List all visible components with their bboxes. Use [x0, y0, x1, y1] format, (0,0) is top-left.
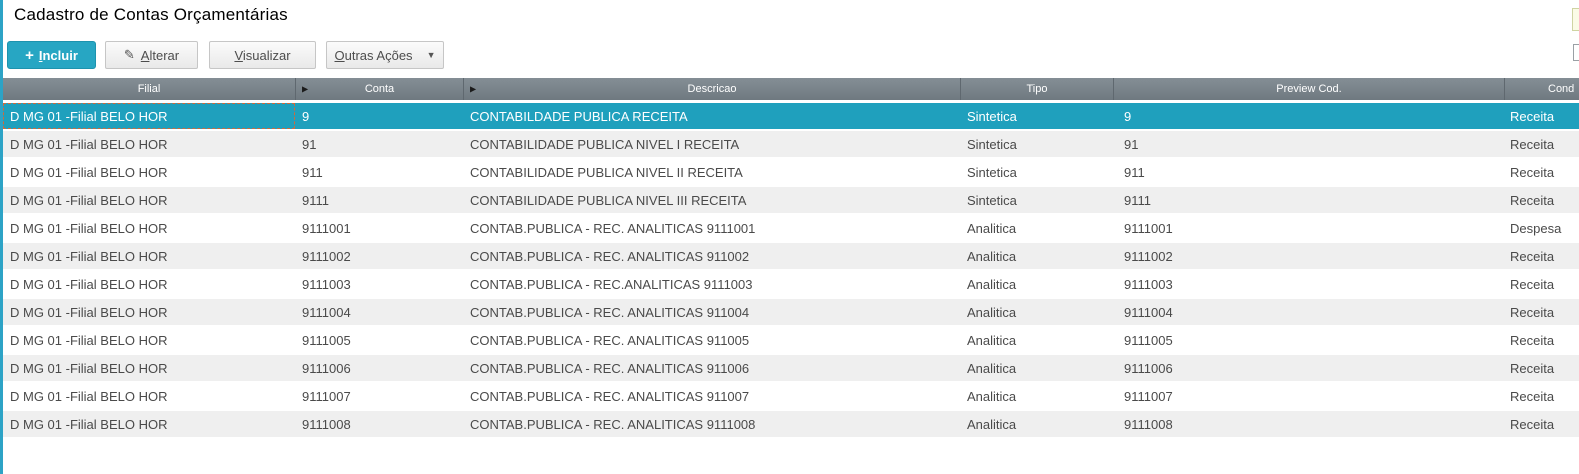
table-row[interactable]: [3, 355, 1579, 383]
cell-tipo: Sintetica: [967, 136, 1017, 152]
cell-cond: Receita: [1510, 136, 1555, 152]
clipped-widget-right: [1573, 44, 1579, 61]
cell-cond: Despesa: [1510, 220, 1562, 236]
cell-conta: 9111001: [302, 220, 351, 236]
cell-conta: 9111006: [302, 360, 351, 376]
cell-cond: Receita: [1510, 304, 1555, 320]
cell-filial: D MG 01 -Filial BELO HOR: [10, 248, 168, 264]
cell-conta: 9: [302, 108, 310, 124]
cell-descricao: CONTAB.PUBLICA - REC. ANALITICAS 911002: [470, 248, 750, 264]
cell-tipo: Analitica: [967, 332, 1017, 348]
cell-conta: 911: [302, 164, 323, 180]
cell-cond: Receita: [1510, 332, 1555, 348]
column-header-filial[interactable]: [3, 78, 295, 100]
cell-filial: D MG 01 -Filial BELO HOR: [3, 103, 295, 129]
column-header-label: Descricao: [687, 83, 737, 95]
cell-cond: Receita: [1510, 164, 1555, 180]
cell-descricao: CONTABILIDADE PUBLICA NIVEL III RECEITA: [470, 192, 747, 208]
visualizar-button[interactable]: [209, 41, 316, 69]
alterar-button[interactable]: [105, 41, 198, 69]
table-row[interactable]: [3, 159, 1579, 187]
cell-preview_cod: 9111001: [1124, 220, 1173, 236]
cell-tipo: Analitica: [967, 360, 1017, 376]
cell-cond: Receita: [1510, 192, 1555, 208]
table-row[interactable]: [3, 327, 1579, 355]
cell-preview_cod: 9111: [1124, 192, 1151, 208]
table-row[interactable]: [3, 299, 1579, 327]
cell-conta: 9111: [302, 192, 329, 208]
cell-tipo: Sintetica: [967, 108, 1017, 124]
cell-preview_cod: 91: [1124, 136, 1139, 152]
cell-descricao: CONTABILIDADE PUBLICA NIVEL II RECEITA: [470, 164, 743, 180]
sort-arrow-icon: ▶: [302, 84, 309, 94]
grid-body: [3, 103, 1579, 439]
cell-cond: Receita: [1510, 248, 1555, 264]
cell-descricao: CONTAB.PUBLICA - REC. ANALITICAS 911004: [470, 304, 750, 320]
toolbar: [7, 41, 444, 69]
cell-tipo: Analitica: [967, 416, 1017, 432]
pencil-icon: ✎: [123, 47, 135, 62]
column-header-preview_cod[interactable]: [1113, 78, 1504, 100]
cell-descricao: CONTAB.PUBLICA - REC.ANALITICAS 9111003: [470, 276, 753, 292]
cell-filial: D MG 01 -Filial BELO HOR: [10, 332, 168, 348]
cell-conta: 9111003: [302, 276, 351, 292]
incluir-button[interactable]: [7, 41, 96, 69]
cell-conta: 9111004: [302, 304, 351, 320]
table-row[interactable]: [3, 383, 1579, 411]
cell-preview_cod: 911: [1124, 164, 1145, 180]
column-header-cond[interactable]: [1504, 78, 1579, 100]
cell-cond: Receita: [1510, 360, 1555, 376]
cell-filial: D MG 01 -Filial BELO HOR: [10, 192, 168, 208]
cell-filial: D MG 01 -Filial BELO HOR: [10, 388, 168, 404]
cell-cond: Receita: [1510, 276, 1555, 292]
cell-descricao: CONTAB.PUBLICA - REC. ANALITICAS 911005: [470, 332, 750, 348]
cell-conta: 9111008: [302, 416, 351, 432]
cell-descricao: CONTABILDADE PUBLICA RECEITA: [470, 108, 688, 124]
cell-tipo: Sintetica: [967, 164, 1017, 180]
alterar-button-label: Alterar: [140, 47, 180, 63]
cell-filial: D MG 01 -Filial BELO HOR: [10, 360, 168, 376]
outras-acoes-button-label: Outras Ações: [334, 47, 413, 63]
grid-header-row: [3, 78, 1579, 103]
cell-cond: Receita: [1510, 108, 1555, 124]
table-row[interactable]: [3, 271, 1579, 299]
table-row[interactable]: [3, 215, 1579, 243]
cell-tipo: Analitica: [967, 388, 1017, 404]
visualizar-button-label: Visualizar: [234, 47, 291, 63]
cell-filial: D MG 01 -Filial BELO HOR: [10, 276, 168, 292]
cell-conta: 9111007: [302, 388, 351, 404]
column-header-label: Tipo: [1026, 83, 1048, 95]
cell-preview_cod: 9111007: [1124, 388, 1173, 404]
cell-descricao: CONTAB.PUBLICA - REC. ANALITICAS 9111008: [470, 416, 756, 432]
cell-tipo: Sintetica: [967, 192, 1017, 208]
table-row[interactable]: [3, 243, 1579, 271]
cell-tipo: Analitica: [967, 248, 1017, 264]
cell-conta: 91: [302, 136, 317, 152]
cell-filial: D MG 01 -Filial BELO HOR: [10, 136, 168, 152]
column-header-label: Preview Cod.: [1276, 83, 1342, 95]
cell-cond: Receita: [1510, 388, 1555, 404]
incluir-button-label: Incluir: [38, 47, 78, 63]
table-row[interactable]: [3, 131, 1579, 159]
table-row[interactable]: [3, 411, 1579, 439]
cell-filial: D MG 01 -Filial BELO HOR: [10, 304, 168, 320]
cell-tipo: Analitica: [967, 276, 1017, 292]
cell-preview_cod: 9111004: [1124, 304, 1173, 320]
cell-preview_cod: 9111003: [1124, 276, 1173, 292]
cell-preview_cod: 9111005: [1124, 332, 1173, 348]
cell-descricao: CONTAB.PUBLICA - REC. ANALITICAS 9111001: [470, 220, 756, 236]
cell-preview_cod: 9111008: [1124, 416, 1173, 432]
plus-icon: +: [25, 46, 34, 64]
sort-arrow-icon: ▶: [470, 84, 477, 94]
chevron-down-icon: ▼: [426, 50, 436, 60]
cell-preview_cod: 9: [1124, 108, 1132, 124]
cell-cond: Receita: [1510, 416, 1555, 432]
table-row[interactable]: [3, 103, 1579, 131]
cell-filial: D MG 01 -Filial BELO HOR: [10, 164, 168, 180]
cell-preview_cod: 9111002: [1124, 248, 1173, 264]
page-title: Cadastro de Contas Orçamentárias: [14, 5, 288, 24]
column-header-conta[interactable]: [295, 78, 463, 100]
cell-filial: D MG 01 -Filial BELO HOR: [10, 220, 168, 236]
cell-descricao: CONTAB.PUBLICA - REC. ANALITICAS 911006: [470, 360, 750, 376]
column-header-tipo[interactable]: [960, 78, 1113, 100]
table-row[interactable]: [3, 187, 1579, 215]
accounts-grid: [3, 78, 1579, 439]
cell-filial: D MG 01 -Filial BELO HOR: [10, 416, 168, 432]
cell-tipo: Analitica: [967, 304, 1017, 320]
cell-preview_cod: 9111006: [1124, 360, 1173, 376]
clipped-widget-top-right: [1572, 8, 1579, 31]
outras-acoes-button[interactable]: [326, 41, 444, 69]
cell-conta: 9111002: [302, 248, 351, 264]
column-header-label: Filial: [137, 83, 161, 95]
cell-conta: 9111005: [302, 332, 351, 348]
cell-descricao: CONTAB.PUBLICA - REC. ANALITICAS 911007: [470, 388, 750, 404]
column-header-label: Conta: [364, 83, 395, 95]
column-header-descricao[interactable]: [463, 78, 960, 100]
column-header-label: Cond: [1548, 83, 1575, 95]
cell-tipo: Analitica: [967, 220, 1017, 236]
cell-descricao: CONTABILIDADE PUBLICA NIVEL I RECEITA: [470, 136, 740, 152]
